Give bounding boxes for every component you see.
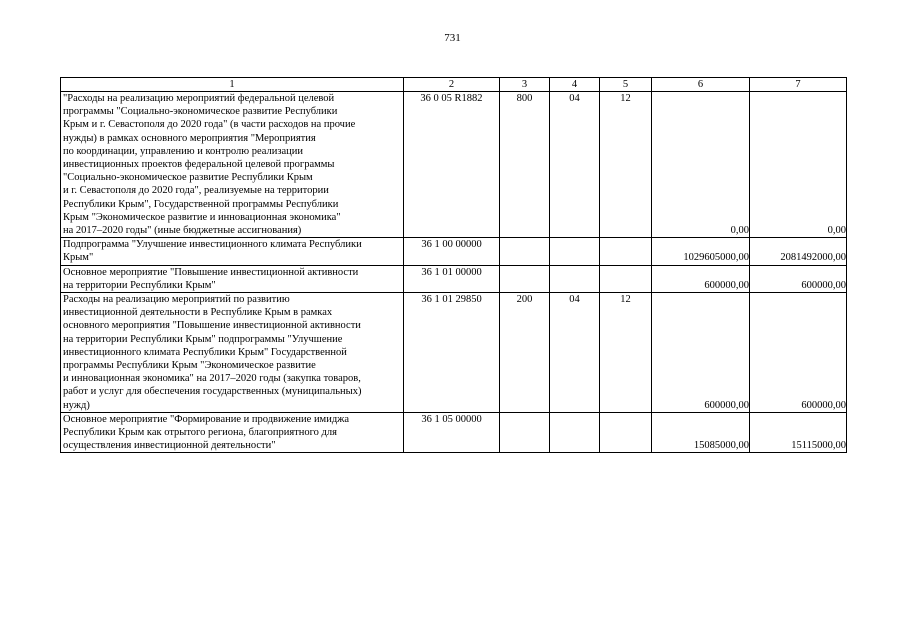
row-name-line: Подпрограмма "Улучшение инвестиционного климата Республики (63, 239, 362, 251)
row-name-line: Крым "Экономическое развитие и инновационная экономика" (63, 211, 341, 223)
row-name-line: Основное мероприятие "Повышение инвестиционной активности (63, 266, 359, 278)
row-name-line: "Расходы на реализацию мероприятий федеральной целевой (63, 93, 335, 104)
header-cell-6: 6 (652, 78, 750, 92)
row-amount-col7-cell: 2081492000,00 (750, 238, 847, 265)
row-amount-col7-cell: 600000,00 (750, 293, 847, 413)
row-name-line: на территории Республики Крым" (63, 279, 216, 291)
header-cell-7: 7 (750, 78, 847, 92)
row-name-line: Крым и г. Севастополя до 2020 года" (в части расходов на прочие (63, 119, 356, 131)
row-name-line: по координации, управлению и контролю реализации (63, 145, 304, 157)
row-code-cell: 36 1 00 00000 (404, 238, 500, 265)
row-col3-cell (500, 412, 550, 453)
row-col3-cell: 200 (500, 293, 550, 413)
row-name-line: осуществления инвестиционной деятельности" (63, 440, 276, 452)
row-name-line: инвестиционной деятельности в Республике Крым в рамках (63, 307, 333, 319)
row-col3-cell: 800 (500, 92, 550, 238)
row-name-line: и г. Севастополя до 2020 года", реализуемые на территории (63, 185, 329, 197)
row-amount-col7-cell: 0,00 (750, 92, 847, 238)
table-row (61, 92, 847, 238)
table-row (61, 293, 847, 413)
table-row (61, 265, 847, 292)
row-col5-cell: 12 (600, 293, 652, 413)
row-col5-cell: 12 (600, 92, 652, 238)
row-amount-col6-cell: 1029605000,00 (652, 238, 750, 265)
row-col5-cell (600, 238, 652, 265)
table-row (61, 412, 847, 453)
table-body (61, 78, 847, 453)
row-name-line: "Социально-экономическое развитие Республики Крым (63, 172, 313, 184)
header-cell-2: 2 (404, 78, 500, 92)
row-name-line: Республики Крым как отрытого региона, благоприятного для (63, 427, 337, 439)
header-cell-3: 3 (500, 78, 550, 92)
row-col5-cell (600, 265, 652, 292)
row-name-cell (61, 265, 404, 292)
table-row (61, 238, 847, 265)
row-col4-cell (550, 412, 600, 453)
row-amount-col7-cell: 600000,00 (750, 265, 847, 292)
header-cell-1: 1 (61, 78, 404, 92)
row-code-cell: 36 0 05 R1882 (404, 92, 500, 238)
row-name-line: нужды) в рамках основного мероприятия "Мероприятия (63, 132, 316, 144)
row-name-cell (61, 293, 404, 413)
row-amount-col6-cell: 600000,00 (652, 293, 750, 413)
row-name-cell (61, 92, 404, 238)
row-name-line: Основное мероприятие "Формирование и продвижение имиджа (63, 413, 350, 425)
row-name-line: на 2017–2020 годы" (иные бюджетные ассигнования) (63, 225, 302, 237)
row-name-cell (61, 412, 404, 453)
row-name-cell (61, 238, 404, 265)
page-number: 731 (444, 32, 461, 44)
row-col4-cell: 04 (550, 293, 600, 413)
row-name-line: работ и услуг для обеспечения государственных (муниципальных) (63, 386, 362, 398)
table-header-row (61, 78, 847, 92)
row-name-line: нужд) (63, 399, 90, 411)
row-amount-col6-cell: 15085000,00 (652, 412, 750, 453)
row-col4-cell: 04 (550, 92, 600, 238)
header-cell-4: 4 (550, 78, 600, 92)
row-name-line: Крым" (63, 252, 94, 264)
row-amount-col6-cell: 0,00 (652, 92, 750, 238)
row-amount-col7-cell: 15115000,00 (750, 412, 847, 453)
row-name-line: и инновационная экономика" на 2017–2020 годы (закупка товаров, (63, 373, 361, 385)
row-name-line: основного мероприятия "Повышение инвестиционной активности (63, 320, 361, 332)
row-code-cell: 36 1 01 00000 (404, 265, 500, 292)
row-name-line: на территории Республики Крым" подпрограммы "Улучшение (63, 333, 343, 345)
row-col4-cell (550, 238, 600, 265)
row-amount-col6-cell: 600000,00 (652, 265, 750, 292)
row-name-line: программы "Социально-экономическое развитие Республики (63, 106, 338, 118)
row-code-cell: 36 1 05 00000 (404, 412, 500, 453)
header-cell-5: 5 (600, 78, 652, 92)
row-name-line: Расходы на реализацию мероприятий по развитию (63, 294, 290, 306)
row-code-cell: 36 1 01 29850 (404, 293, 500, 413)
budget-table (60, 77, 847, 453)
row-name-line: программы Республики Крым "Экономическое развитие (63, 360, 316, 372)
row-col3-cell (500, 238, 550, 265)
row-col4-cell (550, 265, 600, 292)
row-name-line: Республики Крым", Государственной программы Республики (63, 198, 339, 210)
row-col3-cell (500, 265, 550, 292)
row-name-line: инвестиционных проектов федеральной целевой программы (63, 159, 335, 171)
row-col5-cell (600, 412, 652, 453)
row-name-line: инвестиционного климата Республики Крым" Государственной (63, 346, 347, 358)
